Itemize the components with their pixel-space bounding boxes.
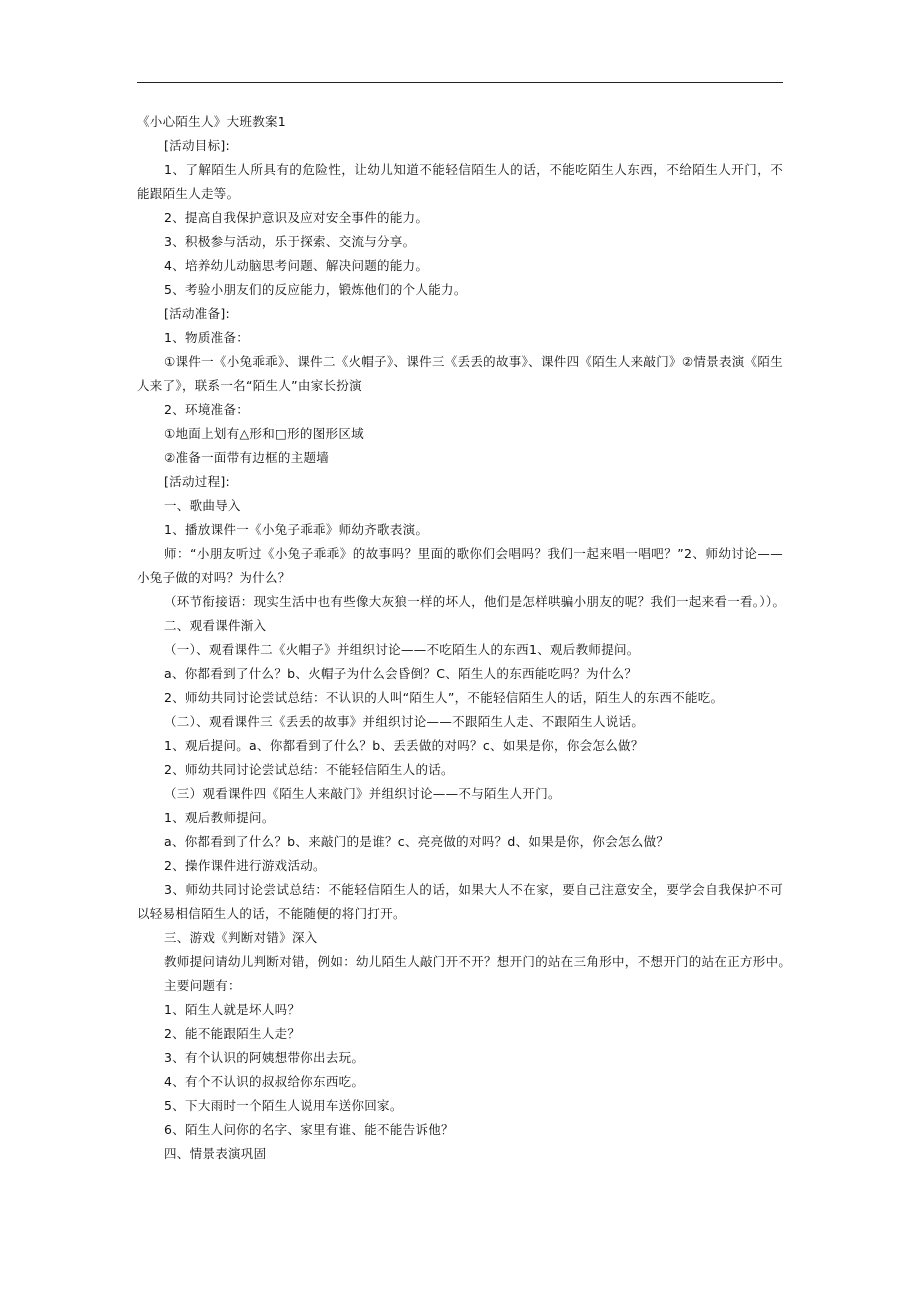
paragraph: 一、歌曲导入	[164, 498, 241, 513]
paragraph: 2、操作课件进行游戏活动。	[164, 858, 326, 873]
paragraph: 3、积极参与活动，乐于探索、交流与分享。	[164, 234, 416, 249]
section-heading-process: [活动过程]:	[164, 474, 231, 489]
paragraph: 主要问题有：	[164, 978, 241, 993]
paragraph: 2、师幼共同讨论尝试总结：不能轻信陌生人的话。	[164, 762, 454, 777]
document-body	[137, 110, 792, 1166]
paragraph: 1、陌生人就是坏人吗？	[164, 1002, 301, 1017]
paragraph: 二、观看课件渐入	[164, 618, 267, 633]
paragraph: （环节衔接语：现实生活中也有些像大灰狼一样的坏人，他们是怎样哄骗小朋友的呢？我们一起来看一看。））。	[164, 594, 786, 609]
paragraph: a、你都看到了什么？b、来敲门的是谁？c、亮亮做的对吗？d、如果是你，你会怎么做？	[164, 834, 670, 849]
paragraph: 师：“小朋友听过《小兔子乖乖》的故事吗？里面的歌你们会唱吗？我们一起来唱一唱吧？”2、师幼讨论——小兔子做的对吗？为什么？	[137, 546, 783, 585]
paragraph: 1、观后提问。a、你都看到了什么？b、丢丢做的对吗？c、如果是你，你会怎么做？	[164, 738, 644, 753]
paragraph: a、你都看到了什么？b、火帽子为什么会昏倒？C、陌生人的东西能吃吗？为什么？	[164, 666, 638, 681]
paragraph: 2、提高自我保护意识及应对安全事件的能力。	[164, 210, 429, 225]
paragraph: 2、能不能跟陌生人走？	[164, 1026, 301, 1041]
paragraph: 教师提问请幼儿判断对错，例如：幼儿陌生人敲门开不开？想开门的站在三角形中，不想开门的站在正方形中。	[164, 954, 792, 969]
paragraph: （三）观看课件四《陌生人来敲门》并组织讨论——不与陌生人开门。	[164, 786, 561, 801]
paragraph: 1、了解陌生人所具有的危险性，让幼儿知道不能轻信陌生人的话，不能吃陌生人东西，不给陌生人开门，不能跟陌生人走等。	[137, 162, 783, 201]
paragraph: 1、播放课件一《小兔子乖乖》师幼齐歌表演。	[164, 522, 429, 537]
paragraph: 3、师幼共同讨论尝试总结：不能轻信陌生人的话，如果大人不在家，要自己注意安全，要学会自我保护不可以轻易相信陌生人的话，不能随便的将门打开。	[137, 882, 783, 921]
paragraph: （一）、观看课件二《火帽子》并组织讨论——不吃陌生人的东西1、观后教师提问。	[164, 642, 640, 657]
section-heading-goals: [活动目标]:	[164, 138, 231, 153]
paragraph: ①地面上划有△形和□形的图形区域	[164, 426, 364, 441]
paragraph: 1、物质准备：	[164, 330, 250, 345]
paragraph: ①课件一《小兔乖乖》、课件二《火帽子》、课件三《丢丢的故事》、课件四《陌生人来敲门》②情景表演《陌生人来了》，联系一名“陌生人”由家长扮演	[137, 354, 783, 393]
paragraph: 2、环境准备：	[164, 402, 250, 417]
paragraph: 1、观后教师提问。	[164, 810, 275, 825]
paragraph: 三、游戏《判断对错》深入	[164, 930, 318, 945]
section-heading-performance: 四、情景表演巩固	[164, 1146, 267, 1161]
paragraph: 5、考验小朋友们的反应能力，锻炼他们的个人能力。	[164, 282, 467, 297]
paragraph: 3、有个认识的阿姨想带你出去玩。	[164, 1050, 365, 1065]
paragraph: ②准备一面带有边框的主题墙	[164, 450, 330, 465]
document-title: 《小心陌生人》大班教案1	[137, 114, 287, 129]
paragraph: 6、陌生人问你的名字、家里有谁、能不能告诉他？	[164, 1122, 454, 1137]
paragraph: 4、培养幼儿动脑思考问题、解决问题的能力。	[164, 258, 429, 273]
section-heading-preparation: [活动准备]:	[164, 306, 231, 321]
paragraph: 2、师幼共同讨论尝试总结：不认识的人叫“陌生人”，不能轻信陌生人的话，陌生人的东西不能吃。	[164, 690, 724, 705]
header-rule	[137, 82, 783, 83]
paragraph: 4、有个不认识的叔叔给你东西吃。	[164, 1074, 365, 1089]
paragraph: （二）、观看课件三《丢丢的故事》并组织讨论——不跟陌生人走、不跟陌生人说话。	[164, 714, 645, 729]
paragraph: 5、下大雨时一个陌生人说用车送你回家。	[164, 1098, 403, 1113]
